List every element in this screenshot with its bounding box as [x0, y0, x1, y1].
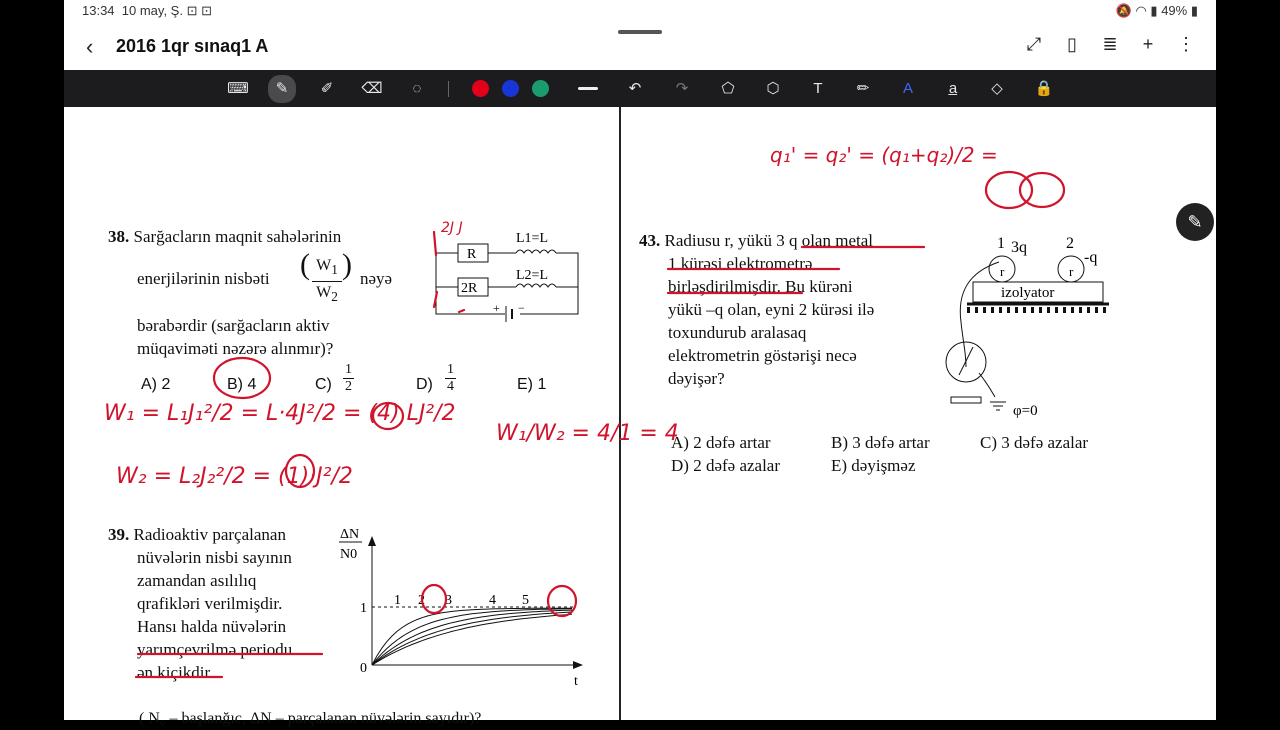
q38-option-a[interactable]: A) 2: [141, 376, 171, 393]
battery-icon: ▮: [1190, 3, 1198, 18]
q38-option-c[interactable]: C): [315, 376, 332, 393]
q43-line: 1 kürəsi elektrometrə: [668, 254, 813, 273]
inductor-l1-label: L1=L: [516, 231, 548, 246]
handwritten-annotations: [64, 107, 1216, 720]
floating-pen-button[interactable]: ✎: [1176, 203, 1214, 241]
q39-line: Radioaktiv parçalanan: [133, 525, 286, 544]
q38-line1: Sarğacların maqnit sahələrinin: [133, 227, 342, 246]
ink-q43-formula: q₁' = q₂' = (q₁+q₂)/2 =: [770, 143, 998, 167]
insulator-label: izolyator: [1001, 285, 1055, 301]
inductor-l2-label: L2=L: [516, 268, 548, 283]
text-select-icon[interactable]: a̲: [948, 80, 958, 97]
ink-arrow: [434, 232, 464, 312]
marker-icon[interactable]: ✏: [856, 80, 870, 97]
undo-icon[interactable]: ↶: [628, 80, 642, 97]
q39-line: Hansı halda nüvələrin: [137, 617, 287, 636]
highlighter-icon[interactable]: ✐: [320, 80, 334, 97]
ink-sphere-right: [1020, 173, 1064, 207]
ink-w2-equation: W₂ = L₂J₂²/2 = (1)·J²/2: [116, 464, 353, 489]
ink-ratio: W₁/W₂ = 4/1 = 4: [496, 421, 679, 446]
eraser-icon[interactable]: ⌫: [361, 80, 383, 97]
q39-line: zamandan asılılıq: [137, 571, 257, 590]
q43-line: birləşdirilmişdir. Bu kürəni: [668, 277, 853, 296]
mute-icon: 🔕: [1115, 3, 1132, 18]
q43-option-e[interactable]: E) dəyişməz: [831, 456, 916, 475]
q39-line: qrafikləri verilmişdir.: [137, 594, 283, 613]
ink-underline-q43: [668, 247, 924, 293]
curve-label-4: 4: [489, 593, 496, 608]
ink-circle-graph-1: [422, 585, 446, 613]
battery-level: 49%: [1161, 3, 1188, 18]
q38-line2a: enerjilərinin nisbəti: [137, 269, 270, 288]
ink-circle-b: [214, 358, 270, 398]
curve-label-5: 5: [522, 593, 529, 608]
text-icon[interactable]: T: [813, 80, 823, 97]
resistor-r-label: R: [467, 247, 477, 262]
tablet-screen: [64, 0, 1216, 727]
sphere1-radius: r: [1000, 264, 1005, 279]
more-icon[interactable]: ⋮: [1177, 34, 1195, 54]
q38-option-b[interactable]: B) 4: [227, 376, 257, 393]
curve-label-1: 1: [394, 593, 401, 608]
page-list-icon[interactable]: ≣: [1102, 34, 1118, 54]
paren-left: (: [300, 248, 310, 281]
title-bar: [64, 32, 1216, 62]
question-number: 39.: [108, 525, 130, 544]
q38-option-e[interactable]: E) 1: [517, 376, 547, 393]
ground-potential-label: φ=0: [1013, 403, 1038, 419]
lock-icon[interactable]: 🔒: [1034, 80, 1054, 97]
q43-option-b[interactable]: B) 3 dəfə artar: [831, 433, 930, 452]
document-title: 2016 1qr sınaq1 A: [116, 36, 269, 56]
pen-toolbar: [64, 70, 1216, 107]
sphere2-number: 2: [1066, 235, 1074, 252]
q38-line3: bərabərdir (sarğacların aktiv: [137, 316, 330, 335]
green-color-swatch[interactable]: [532, 80, 549, 97]
w1-symbol: W: [316, 257, 332, 274]
notification-icons: ⊡ ⊡: [186, 3, 212, 18]
wifi-icon: ◠: [1135, 3, 1147, 18]
q38-option-d[interactable]: D): [416, 376, 433, 393]
resistor-2r-label: 2R: [461, 281, 478, 296]
sphere1-number: 1: [997, 235, 1005, 252]
toolbar-divider: [448, 81, 449, 97]
q43-line: yükü –q olan, eyni 2 kürəsi ilə: [668, 300, 875, 319]
q39-line: ən kiçikdir: [137, 663, 211, 682]
paren-right: ): [342, 248, 352, 281]
q38-option-d-frac: 1 4: [447, 362, 454, 394]
sphere2-charge: -q: [1084, 249, 1098, 266]
expand-icon[interactable]: ⤢: [1026, 34, 1042, 54]
redo-icon[interactable]: ↷: [675, 80, 689, 97]
q43-line: toxundurub aralasaq: [668, 323, 807, 342]
stroke-width-icon[interactable]: [578, 87, 598, 90]
w2-symbol: W: [316, 284, 332, 302]
q43-line: elektrometrin göstərişi necə: [668, 346, 857, 365]
battery-minus-label: −: [518, 301, 525, 315]
q43-line: dəyişər?: [668, 369, 725, 388]
lasso-icon[interactable]: ◌: [412, 80, 422, 97]
ink-w1-equation: W₁ = L₁J₁²/2 = L·4J²/2 = (4) LJ²/2: [104, 401, 456, 426]
y-tick-1: 1: [360, 601, 367, 616]
q38-line2b: nəyə: [360, 269, 393, 288]
date: 10 may, Ş.: [121, 3, 183, 18]
keyboard-icon[interactable]: ⌨: [227, 80, 249, 97]
status-bar: [64, 0, 1216, 24]
signal-icon: ▮: [1150, 3, 1158, 18]
q43-line: Radiusu r, yükü 3 q olan metal: [664, 231, 873, 250]
question-number: 43.: [639, 231, 661, 250]
pdf-page-area[interactable]: [64, 107, 1216, 727]
q43-option-d[interactable]: D) 2 dəfə azalar: [671, 456, 781, 475]
ink-sphere-left: [986, 172, 1032, 208]
book-icon[interactable]: ▯: [1067, 34, 1077, 54]
back-arrow-icon[interactable]: ‹: [86, 34, 94, 59]
recognize-icon[interactable]: ⬡: [766, 80, 780, 97]
red-color-swatch[interactable]: [472, 80, 489, 97]
blue-color-swatch[interactable]: [502, 80, 519, 97]
curve-label-3: 3: [445, 593, 452, 608]
q43-option-c[interactable]: C) 3 dəfə azalar: [980, 433, 1089, 452]
add-icon[interactable]: +: [1142, 34, 1154, 54]
w1-sub: 1: [331, 262, 338, 278]
q43-option-a[interactable]: A) 2 dəfə artar: [671, 433, 771, 452]
ink-current-marks: 2J J: [441, 220, 463, 236]
ink-underline-period: [136, 654, 322, 677]
w2-sub: 2: [331, 289, 338, 305]
sphere1-charge: 3q: [1011, 239, 1027, 256]
origin-label: 0: [360, 661, 367, 676]
q39-line: yarımçevrilmə periodu: [137, 640, 293, 659]
pen-tool-icon[interactable]: ✎: [268, 75, 296, 103]
q39-footer: ( N₀ – başlanğıc, ΔN – parçalanan nüvələrin sayıdır)?: [139, 710, 482, 727]
q38-line4: müqaviməti nəzərə alınmır)?: [137, 339, 334, 358]
shape-pen-icon[interactable]: ⬠: [721, 80, 735, 97]
battery-plus-label: +: [493, 301, 500, 315]
y-axis-label-den: N0: [340, 547, 358, 562]
q39-line: nüvələrin nisbi sayının: [137, 548, 292, 567]
curve-label-2: 2: [418, 593, 425, 608]
ai-icon[interactable]: A: [902, 80, 913, 97]
x-axis-label: t: [574, 674, 578, 689]
clock: 13:34: [82, 3, 115, 18]
question-number: 38.: [108, 227, 130, 246]
sphere2-radius: r: [1069, 264, 1074, 279]
ink-circle-graph-5: [548, 586, 576, 616]
shapes-icon[interactable]: ◇: [991, 80, 1003, 97]
q38-option-c-frac: 1 2: [345, 362, 352, 394]
y-axis-label-num: ΔN: [340, 527, 360, 542]
